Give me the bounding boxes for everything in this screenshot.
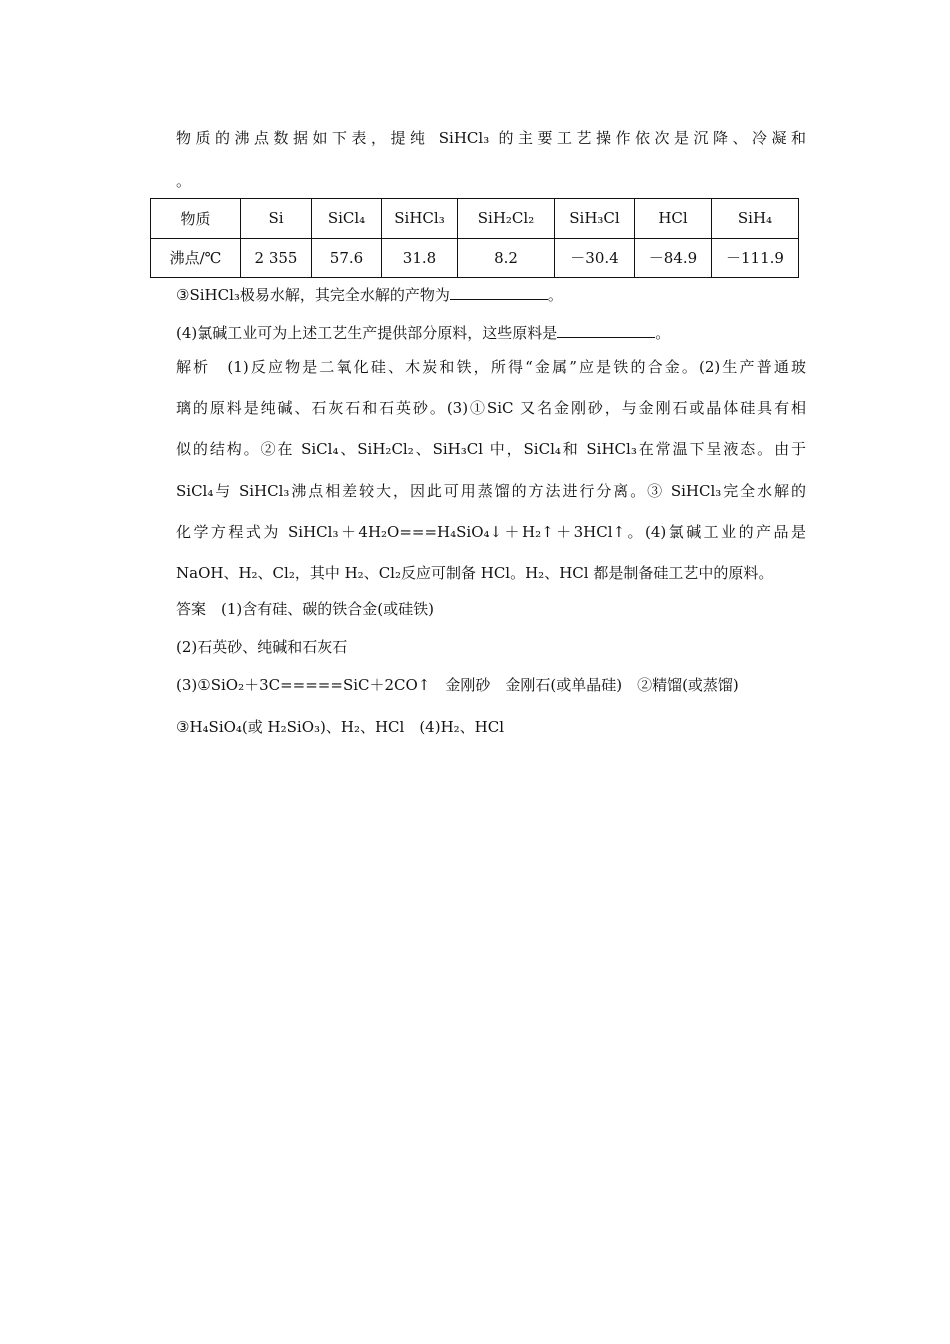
table-cell: 2 355: [241, 238, 312, 278]
table-cell: 57.6: [312, 238, 382, 278]
table-row: [151, 199, 799, 239]
question-part-3: [176, 284, 806, 305]
table-cell: 8.2: [458, 238, 555, 278]
table-row-label: 沸点/℃: [151, 238, 241, 278]
question-part-4: [176, 322, 806, 343]
analysis-line: 化学方程式为 SiHCl₃＋4H₂O===H₄SiO₄↓＋H₂↑＋3HCl↑。(4)氯碱工业的产品是: [176, 523, 806, 541]
question-intro: 物质的沸点数据如下表，提纯 SiHCl₃ 的主要工艺操作依次是沉降、冷凝和: [176, 129, 806, 147]
period: 。: [655, 324, 671, 342]
table-cell: SiCl₄: [312, 199, 382, 239]
answer-line: 答案 (1)含有硅、碳的铁合金(或硅铁): [176, 600, 434, 618]
period: 。: [547, 286, 563, 304]
table-cell: 31.8: [382, 238, 458, 278]
question-intro-end: [176, 170, 806, 191]
table-cell: SiHCl₃: [382, 199, 458, 239]
table-cell: SiH₃Cl: [555, 199, 635, 239]
question-text: ③SiHCl₃极易水解，其完全水解的产物为: [176, 286, 450, 304]
analysis-line: 似的结构。②在 SiCl₄、SiH₂Cl₂、SiH₃Cl 中，SiCl₄和 SiHCl₃在常温下呈液态。由于: [176, 440, 806, 458]
table-cell: －30.4: [555, 238, 635, 278]
answer-line: ③H₄SiO₄(或 H₂SiO₃)、H₂、HCl (4)H₂、HCl: [176, 718, 505, 736]
answer-blank: [450, 284, 548, 300]
analysis-line: SiCl₄与 SiHCl₃沸点相差较大，因此可用蒸馏的方法进行分离。③ SiHCl₃完全水解的: [176, 482, 806, 500]
table-cell: HCl: [635, 199, 712, 239]
table-header-label: 物质: [151, 199, 241, 239]
analysis-line: 解析 (1)反应物是二氧化硅、木炭和铁，所得“金属”应是铁的合金。(2)生产普通玻: [176, 358, 806, 376]
answer-line: (2)石英砂、纯碱和石灰石: [176, 638, 348, 656]
boiling-point-table: [150, 198, 799, 278]
answer-line: (3)①SiO₂＋3C=====SiC＋2CO↑ 金刚砂 金刚石(或单晶硅) ②精馏(或蒸馏): [176, 676, 739, 694]
analysis-line: 璃的原料是纯碱、石灰石和石英砂。(3)①SiC 又名金刚砂，与金刚石或晶体硅具有相: [176, 399, 806, 417]
table-cell: －84.9: [635, 238, 712, 278]
answer-blank: [557, 322, 655, 338]
table-cell: －111.9: [712, 238, 799, 278]
table-cell: Si: [241, 199, 312, 239]
question-text: (4)氯碱工业可为上述工艺生产提供部分原料，这些原料是: [176, 324, 558, 342]
period: 。: [176, 172, 192, 190]
table-row: [151, 238, 799, 278]
table-cell: SiH₄: [712, 199, 799, 239]
table-cell: SiH₂Cl₂: [458, 199, 555, 239]
analysis-line: NaOH、H₂、Cl₂，其中 H₂、Cl₂反应可制备 HCl。H₂、HCl 都是制备硅工艺中的原料。: [176, 564, 774, 582]
